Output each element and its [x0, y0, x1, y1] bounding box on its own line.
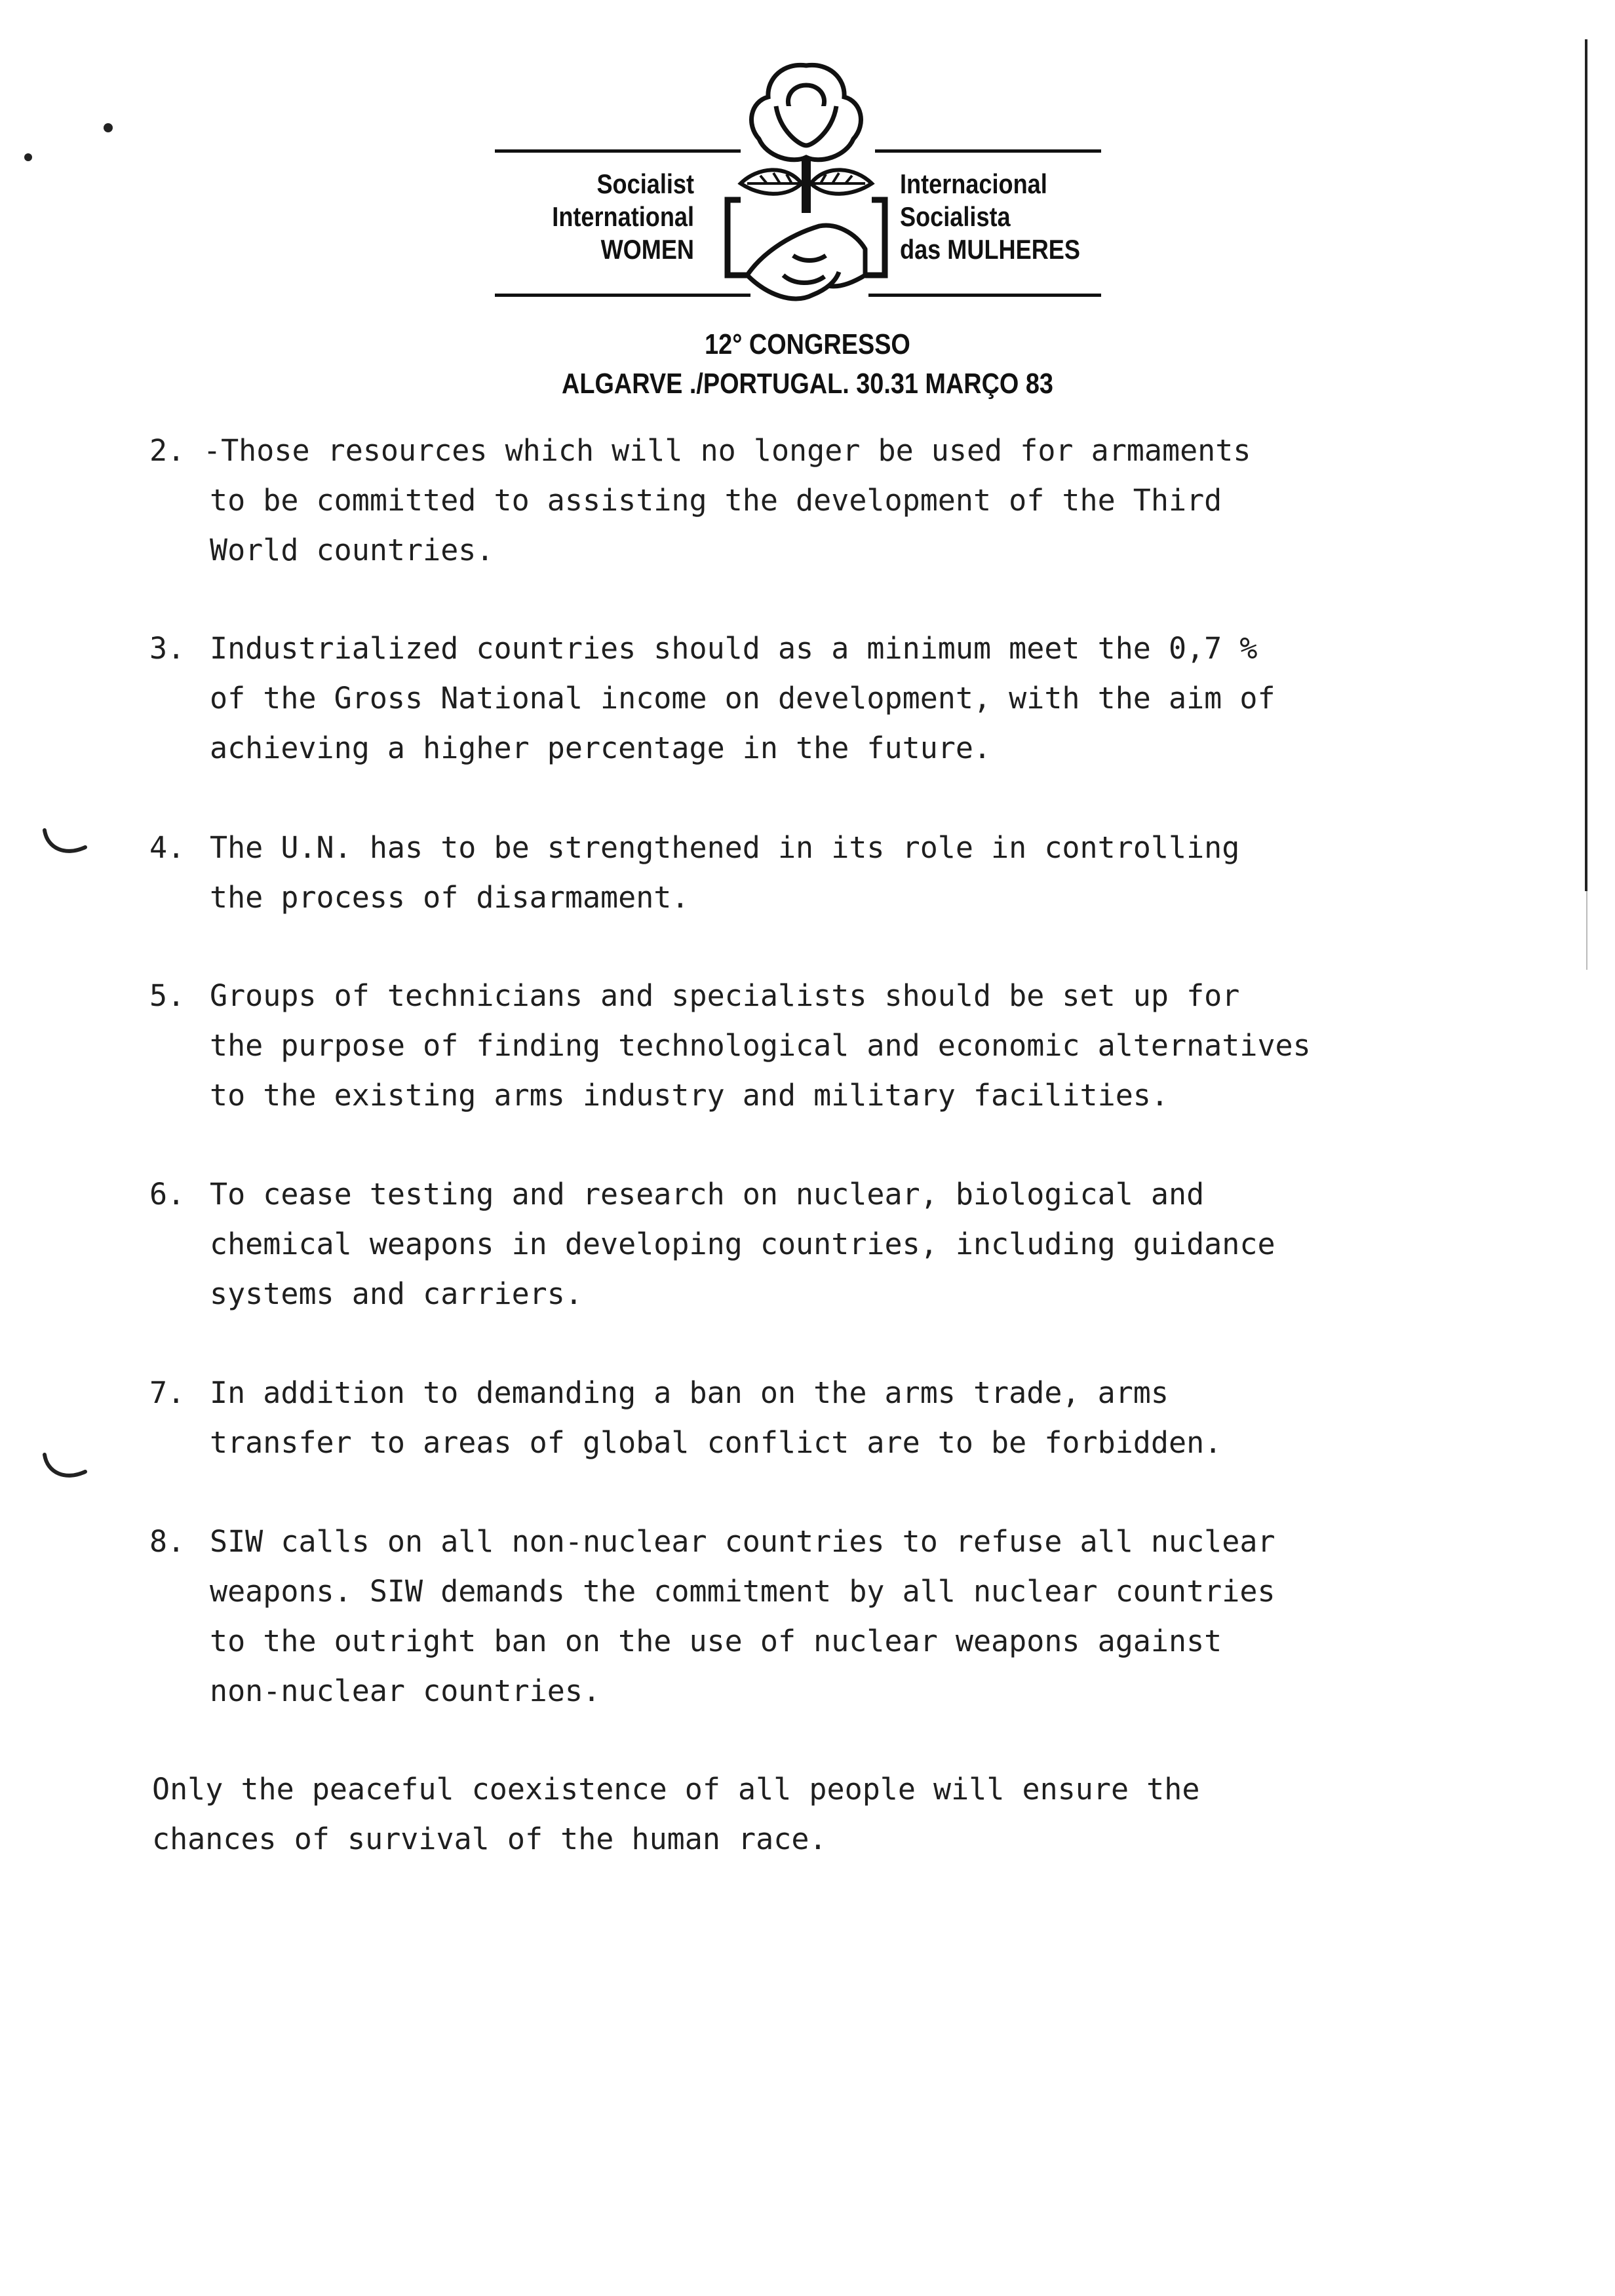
item-line: chemical weapons in developing countries, including guidance [210, 1227, 1275, 1261]
item-line: to the outright ban on the use of nuclear weapons against [210, 1624, 1222, 1658]
item-line: transfer to areas of global conflict are to be forbidden. [210, 1425, 1222, 1460]
org-pt-line-3: das MULHERES [900, 234, 1080, 265]
item-line: To cease testing and research on nuclear, biological and [210, 1177, 1205, 1212]
letterhead-bottom-rule-right [868, 294, 1101, 297]
closing-line: Only the peaceful coexistence of all people will ensure the [152, 1772, 1200, 1807]
org-en-line-1: Socialist [596, 168, 694, 199]
org-en-line-3: WOMEN [600, 234, 694, 265]
item-line: Groups of technicians and specialists should be set up for [210, 978, 1240, 1013]
item-number: 8. [149, 1524, 185, 1559]
organization-name-english [552, 168, 694, 266]
item-line: -Those resources which will no longer be used for armaments [203, 433, 1251, 468]
congress-title: 12° CONGRESSO [705, 328, 910, 360]
item-line: achieving a higher percentage in the future. [210, 731, 992, 765]
punch-dot-icon [18, 147, 38, 167]
item-line: SIW calls on all non-nuclear countries to refuse all nuclear [210, 1524, 1275, 1559]
org-pt-line-1: Internacional [900, 168, 1047, 199]
item-line: In addition to demanding a ban on the arms trade, arms [210, 1375, 1169, 1410]
item-number: 3. [149, 631, 185, 666]
item-number: 2. [149, 433, 185, 468]
item-line: The U.N. has to be strengthened in its role in controlling [210, 830, 1240, 865]
item-line: to be committed to assisting the development of the Third [210, 483, 1222, 518]
margin-tick-mark-icon [39, 822, 92, 862]
closing-paragraph [152, 1765, 1496, 1964]
org-pt-line-2: Socialista [900, 201, 1011, 232]
closing-line: chances of survival of the human race. [152, 1822, 827, 1856]
letterhead-top-rule-right [875, 149, 1101, 153]
item-line: the process of disarmament. [210, 880, 690, 915]
letterhead-bottom-rule-left [495, 294, 750, 297]
page-edge-line [1585, 39, 1587, 891]
rose-and-handshake-logo-icon [721, 59, 891, 315]
item-number: 7. [149, 1375, 185, 1410]
org-en-line-2: International [552, 201, 694, 232]
item-line: weapons. SIW demands the commitment by all nuclear countries [210, 1574, 1275, 1609]
item-number: 5. [149, 978, 185, 1013]
item-line: the purpose of finding technological and economic alternatives [210, 1028, 1311, 1063]
item-line: systems and carriers. [210, 1276, 583, 1311]
item-line: to the existing arms industry and military facilities. [210, 1078, 1169, 1113]
item-number: 4. [149, 830, 185, 865]
item-line: of the Gross National income on development, with the aim of [210, 681, 1275, 716]
item-line: Industrialized countries should as a minimum meet the 0,7 % [210, 631, 1258, 666]
item-number: 6. [149, 1177, 185, 1212]
organization-name-portuguese [900, 168, 1080, 266]
letterhead-top-rule-left [495, 149, 741, 153]
page-edge-line-faint [1586, 891, 1587, 970]
item-line: World countries. [210, 533, 494, 567]
congress-place-and-date: ALGARVE ./PORTUGAL. 30.31 MARÇO 83 [562, 368, 1053, 400]
item-line: non-nuclear countries. [210, 1674, 601, 1708]
margin-tick-mark-icon [39, 1448, 92, 1487]
punch-dot-icon [98, 118, 118, 138]
